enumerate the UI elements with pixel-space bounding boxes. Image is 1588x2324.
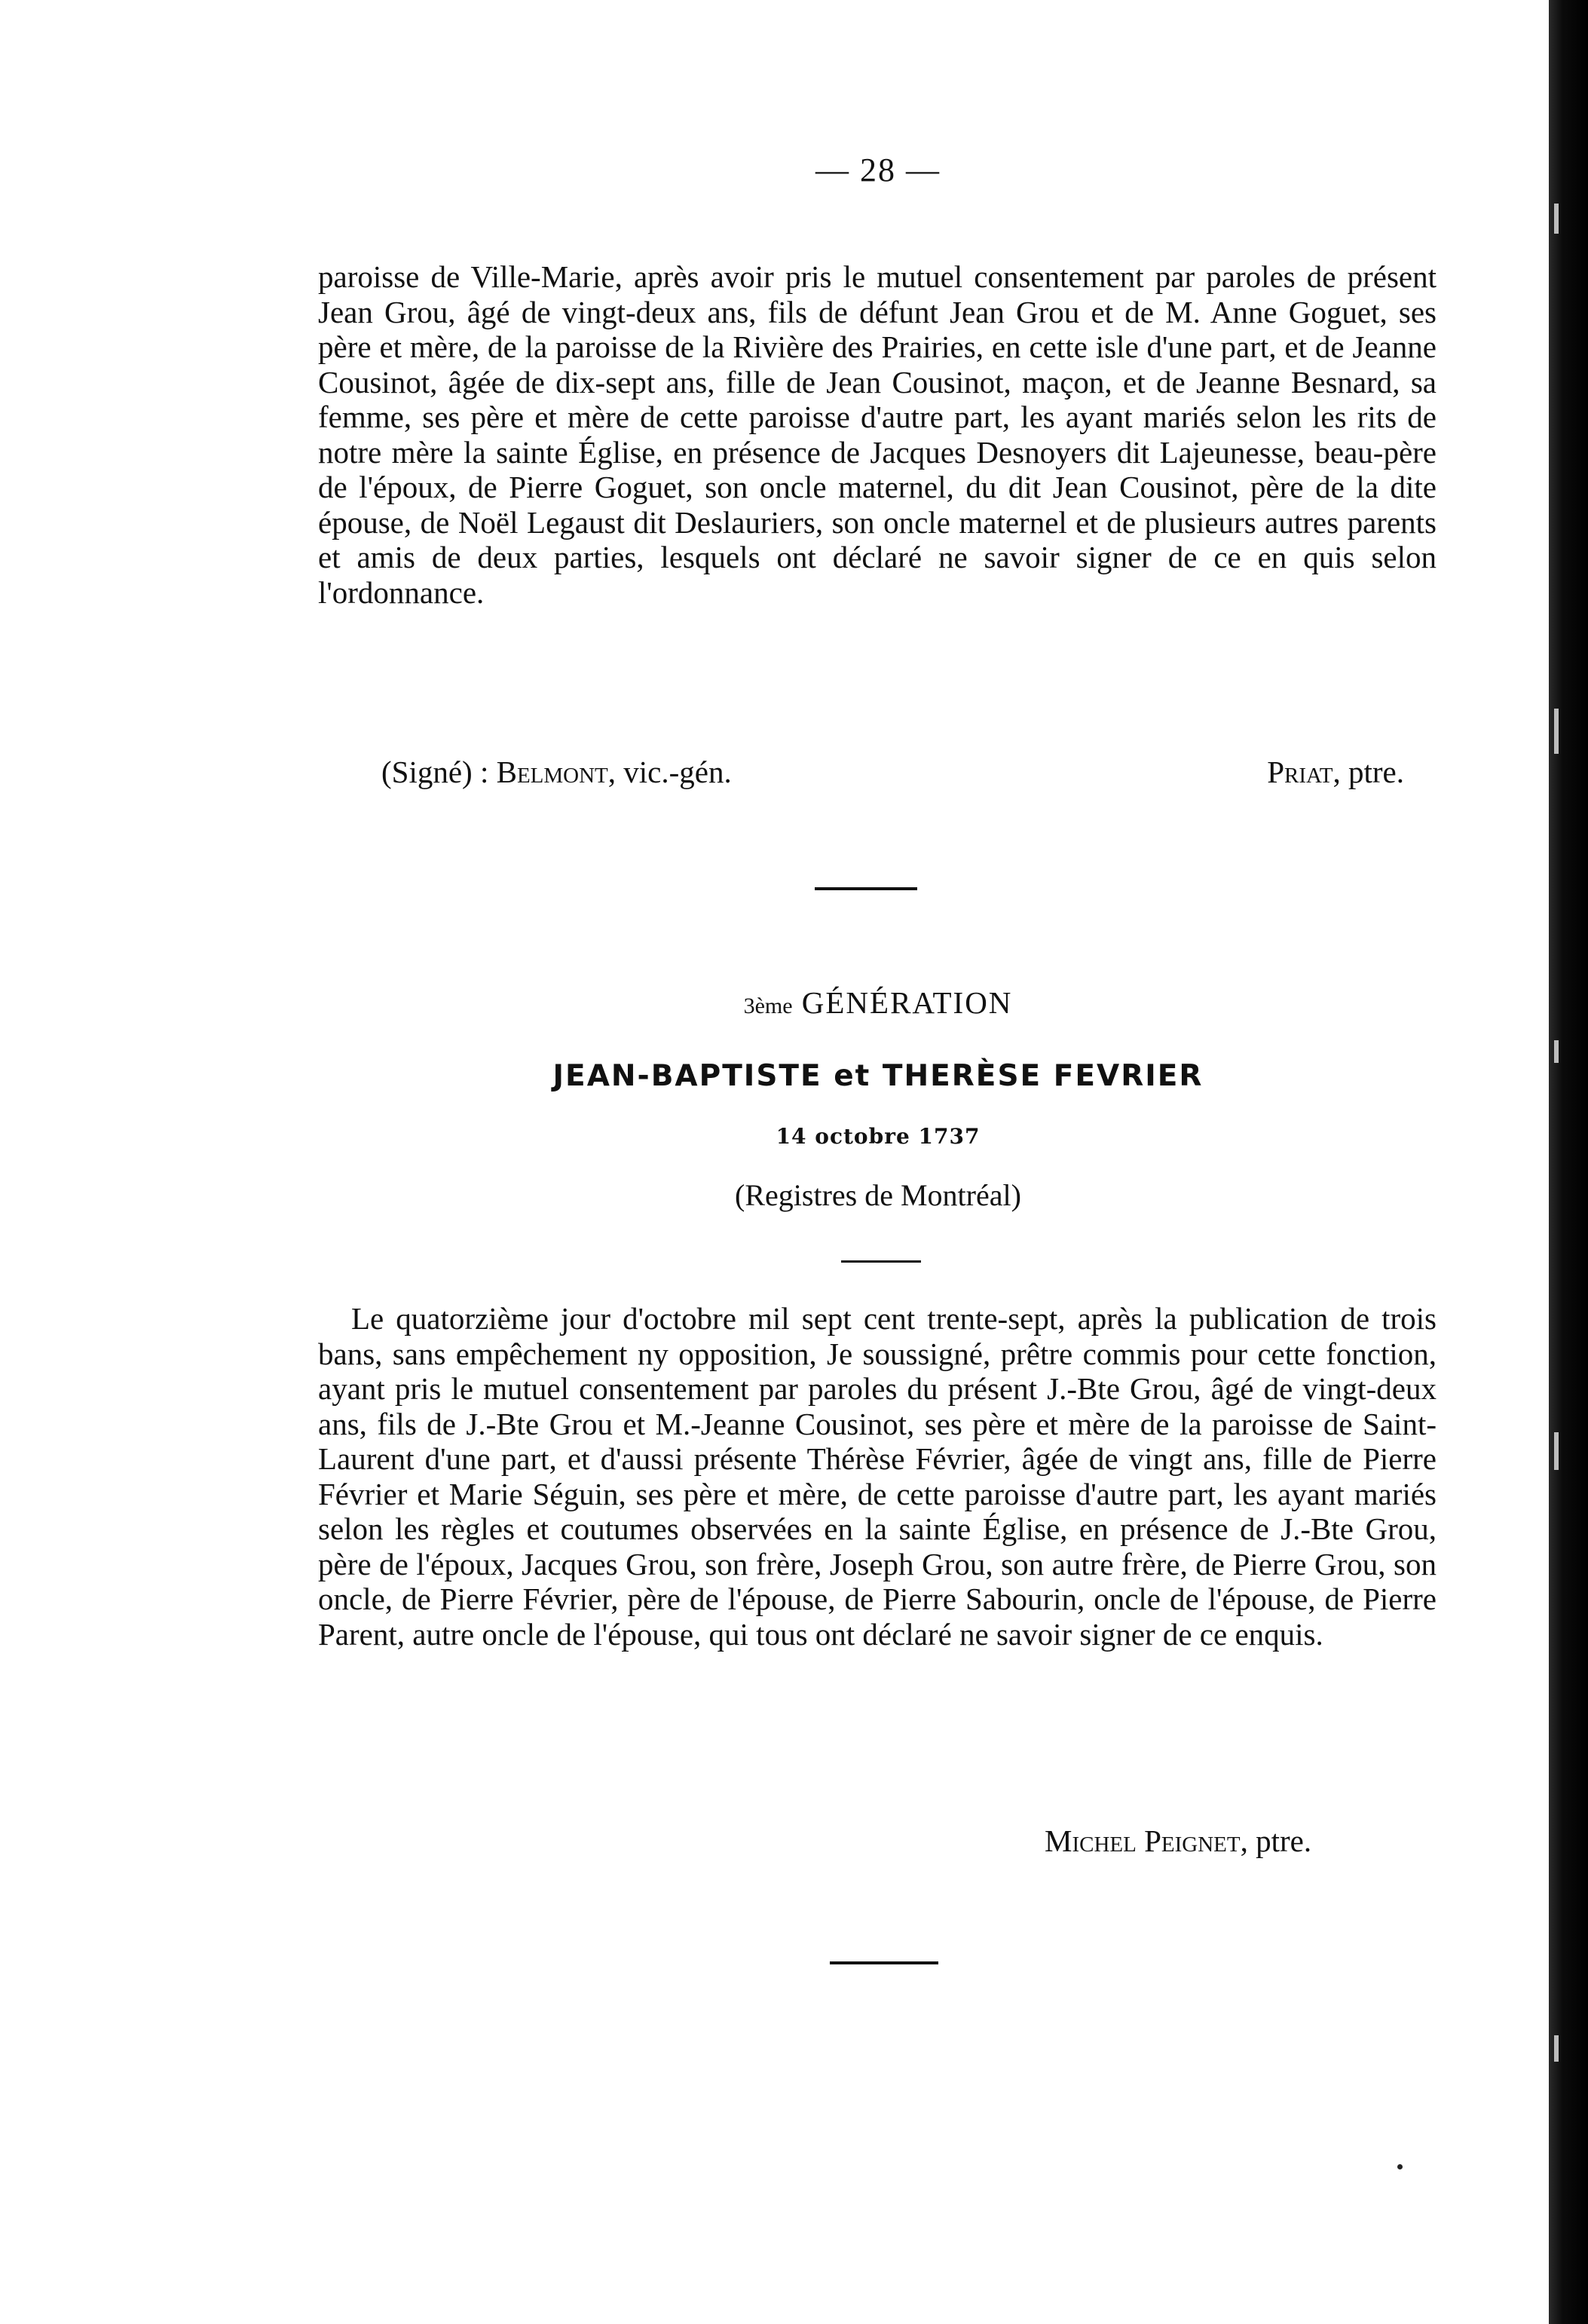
scan-dot	[1397, 2164, 1403, 2169]
couple-title: JEAN-BAPTISTE et THERÈSE FEVRIER	[552, 1059, 1204, 1093]
signatory-title: , vic.-gén.	[607, 755, 732, 789]
signature-line-1	[381, 754, 1404, 790]
scan-speck	[1554, 1432, 1559, 1470]
signature-line-2	[1045, 1823, 1311, 1859]
signatory-title: , ptre.	[1240, 1823, 1312, 1858]
scan-edge	[1549, 0, 1588, 2324]
scan-speck	[1554, 2035, 1559, 2062]
generation-ordinal: 3ème	[743, 994, 793, 1018]
paragraph-text: paroisse de Ville-Marie, après avoir pris le mutuel consentement par paroles de présent Jean Grou, âgé de vingt-deux ans, fils de défunt Jean Grou et de M. Anne Goguet, ses père et mère, de la paroisse de la Rivière des Prairies, en cette isle d'une part, et de Jeanne Cousinot, âgée de dix-sept ans, fille de Jean Cousinot, maçon, et de Jeanne Besnard, sa femme, ses père et mère de cette paroisse d'autre part, les ayant mariés selon les rits de notre mère la sainte Église, en présence de Jacques Desnoyers dit Lajeunesse, beau-père de l'époux, de Pierre Goguet, son oncle maternel, du dit Jean Cousinot, père de la dite épouse, de Noël Legaust dit Deslauriers, son oncle maternel et de plusieurs autres parents et amis de deux parties, lesquels ont déclaré ne savoir signer de ce en quis selon l'ordonnance.	[318, 259, 1437, 610]
signatory-priat: Priat	[1267, 755, 1333, 789]
signature-left	[381, 754, 732, 790]
signatory-peignet: Michel Peignet	[1045, 1823, 1241, 1858]
signature-right	[1267, 754, 1404, 790]
scan-speck	[1554, 709, 1559, 754]
section-divider	[841, 1260, 921, 1263]
section-divider	[815, 887, 917, 890]
signatory-title: , ptre.	[1333, 755, 1404, 789]
paragraph-marriage-jean	[318, 259, 1437, 610]
marriage-date: 14 octobre 1737	[776, 1124, 981, 1149]
signature-prefix: (Signé) :	[381, 755, 497, 789]
generation-heading	[0, 984, 1588, 1021]
section-divider	[830, 1961, 938, 1964]
page-number: — 28 —	[815, 152, 941, 188]
paragraph-marriage-jean-baptiste	[318, 1301, 1437, 1652]
signatory-belmont: Belmont	[496, 755, 608, 789]
generation-label: GÉNÉRATION	[801, 985, 1013, 1020]
paragraph-text: Le quatorzième jour d'octobre mil sept cent trente-sept, après la publication de trois bans, sans empêchement ny opposition, Je soussigné, prêtre commis pour cette fonction, ayant pris le mutuel consentement par paroles du présent J.-Bte Grou, âgé de vingt-deux ans, fils de J.-Bte Grou et M.-Jeanne Cousinot, ses père et mère de la paroisse de Saint-Laurent d'une part, et d'aussi présente Thérèse Février, âgée de vingt ans, fille de Pierre Février et Marie Séguin, ses père et mère, de cette paroisse d'autre part, les ayant mariés selon les règles et coutumes observées en la sainte Église, en présence de J.-Bte Grou, père de l'époux, Jacques Grou, son frère, Joseph Grou, son autre frère, de Pierre Grou, son oncle, de Pierre Février, père de l'épouse, de Pierre Sabourin, oncle de l'épouse, de Pierre Parent, autre oncle de l'épouse, qui tous ont déclaré ne savoir signer de ce enquis.	[318, 1301, 1437, 1652]
source-registres: (Registres de Montréal)	[735, 1178, 1021, 1212]
scan-speck	[1554, 204, 1559, 234]
